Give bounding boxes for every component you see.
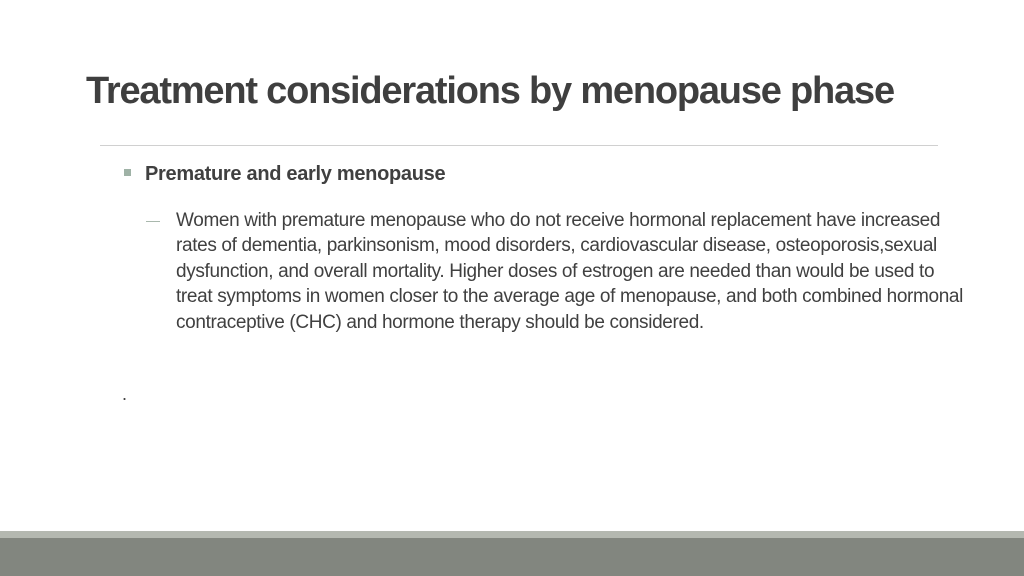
- trailing-period: .: [122, 384, 128, 404]
- slide-title: Treatment considerations by menopause phase: [86, 70, 894, 112]
- dash-bullet-icon: [146, 221, 160, 222]
- sub-bullet-text: Women with premature menopause who do not receive hormonal replacement have increased rates of dementia, parkinsonism, mood disorders, cardiovascular disease, osteoporosis,sexual dysfunction, and overall mortality. Higher doses of estrogen are needed than would be used to treat symptoms in women closer to the average age of menopause, and both combined hormonal contraceptive (CHC) and hormone therapy should be considered.: [176, 210, 964, 333]
- sub-bullet-item: [146, 208, 966, 335]
- square-bullet-icon: [124, 169, 131, 176]
- footer-band-dark: [0, 538, 1024, 576]
- bullet-item: [124, 160, 944, 188]
- bullet-heading: Premature and early menopause: [145, 163, 446, 185]
- footer-band-light: [0, 531, 1024, 538]
- title-divider: [100, 145, 938, 146]
